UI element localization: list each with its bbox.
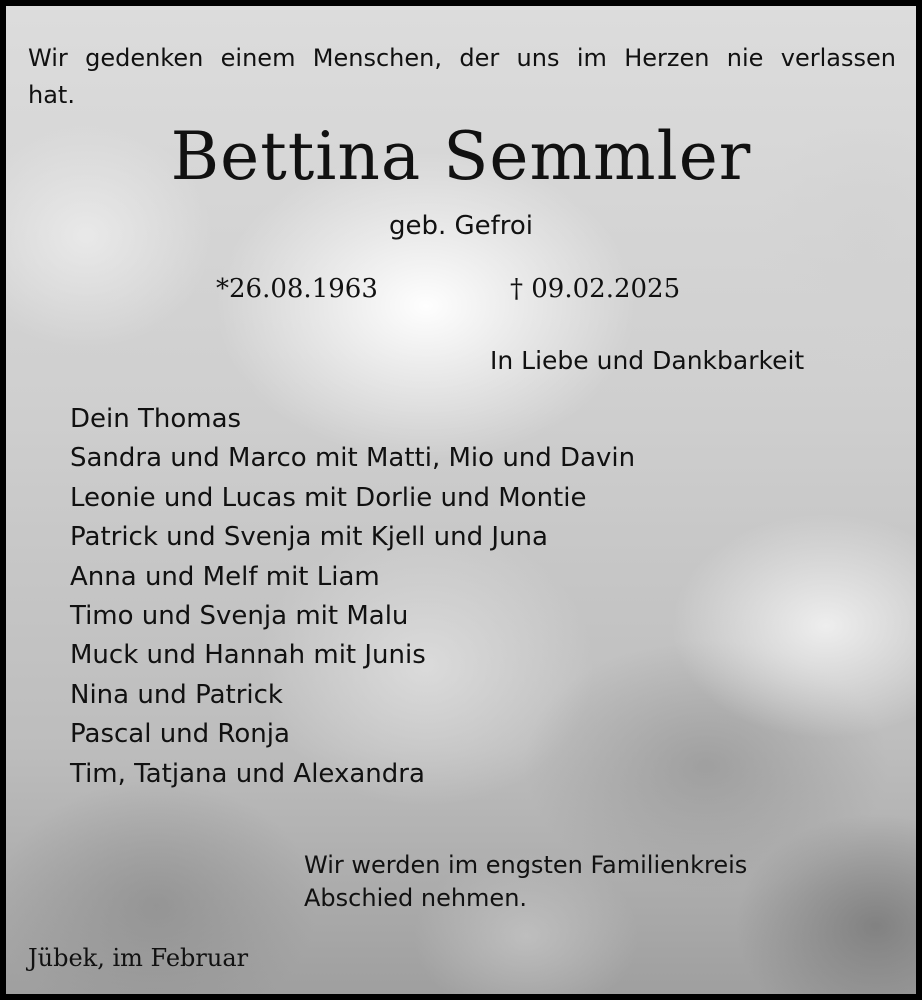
list-item: Pascal und Ronja bbox=[70, 719, 290, 750]
farewell-line: Abschied nehmen. bbox=[304, 884, 528, 912]
list-item: Nina und Patrick bbox=[70, 679, 283, 710]
birth-date: *26.08.1963 bbox=[216, 274, 378, 304]
list-item: Dein Thomas bbox=[70, 404, 242, 434]
list-item: Tim, Tatjana und Alexandra bbox=[70, 758, 425, 789]
list-item: Leonie und Lucas mit Dorlie und Montie bbox=[70, 482, 587, 513]
thanks-line: In Liebe und Dankbarkeit bbox=[490, 346, 805, 375]
maiden-name: geb. Gefroi bbox=[388, 211, 534, 241]
deceased-name: Bettina Semmler bbox=[170, 118, 752, 195]
farewell-note bbox=[304, 849, 747, 915]
farewell-line: Wir werden im engsten Familienkreis bbox=[304, 851, 748, 879]
list-item: Anna und Melf mit Liam bbox=[70, 561, 380, 592]
list-item: Patrick und Svenja mit Kjell und Juna bbox=[70, 522, 548, 553]
list-item: Timo und Svenja mit Malu bbox=[70, 601, 409, 632]
list-item: Muck und Hannah mit Junis bbox=[70, 640, 426, 671]
death-date: † 09.02.2025 bbox=[510, 274, 681, 304]
intro-text: Wir gedenken einem Menschen, der uns im Herzen nie verlassen hat. bbox=[28, 44, 896, 109]
place-date: Jübek, im Februar bbox=[28, 944, 249, 972]
family-list bbox=[70, 400, 635, 794]
list-item: Sandra und Marco mit Matti, Mio und Davin bbox=[70, 443, 636, 474]
